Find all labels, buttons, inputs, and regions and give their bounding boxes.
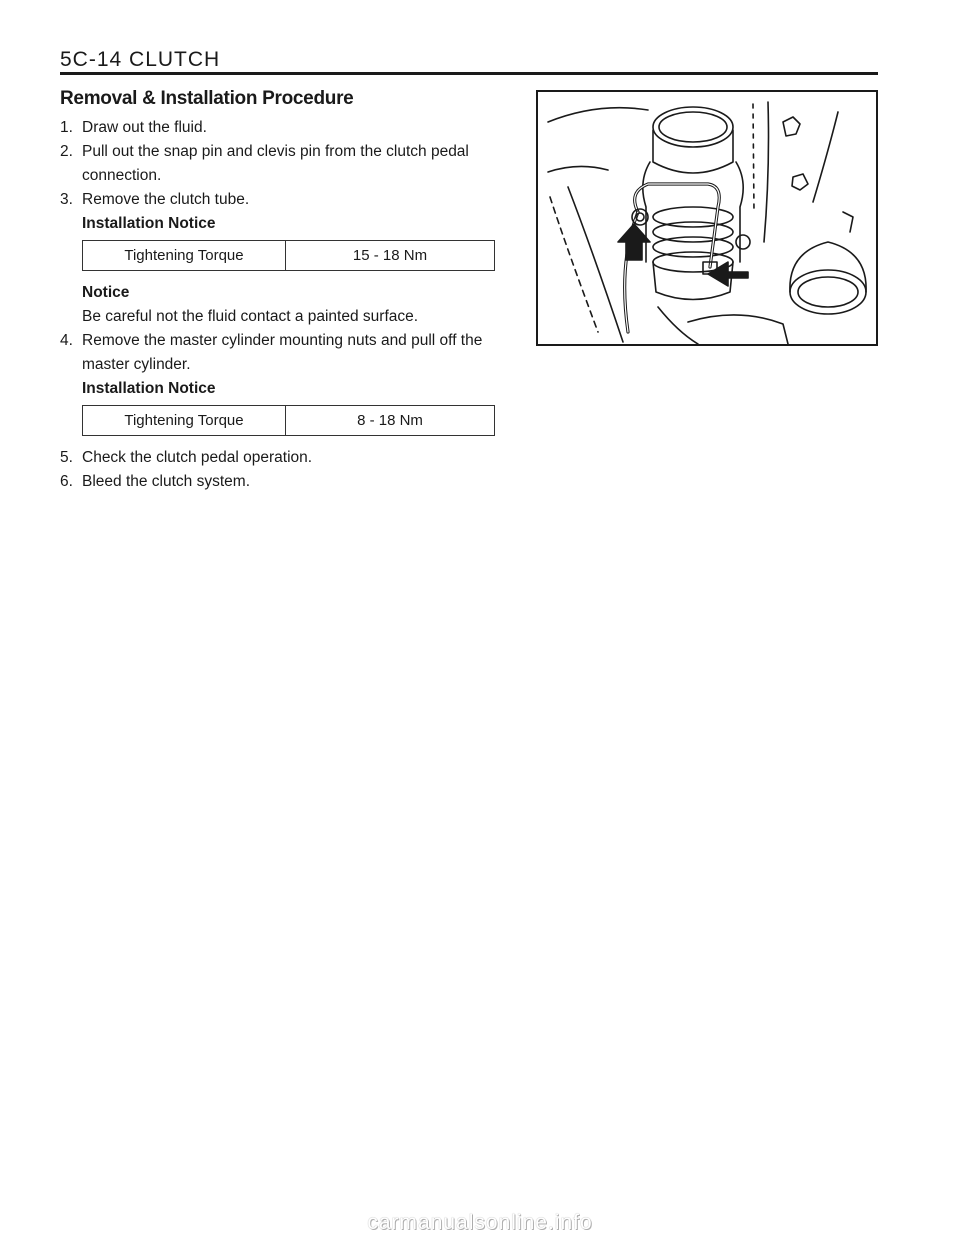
step-text: Pull out the snap pin and clevis pin from the clutch pedal	[82, 143, 469, 160]
spec-value-cell: 15 - 18 Nm	[352, 247, 428, 264]
step-number: 3.	[60, 191, 73, 208]
step-number: 1.	[60, 119, 73, 136]
step-number: 4.	[60, 332, 73, 349]
installation-notice-label: Installation Notice	[82, 380, 216, 397]
line-drawing	[538, 92, 876, 344]
installation-notice-label: Installation Notice	[82, 215, 216, 232]
torque-spec-table	[82, 405, 495, 436]
page-header-title: 5C-14 CLUTCH	[60, 48, 221, 71]
spec-value-cell: 8 - 18 Nm	[357, 412, 423, 429]
step-number: 5.	[60, 449, 73, 466]
step-text: Check the clutch pedal operation.	[82, 449, 313, 466]
spec-name-cell: Tightening Torque	[83, 241, 286, 270]
step-5	[60, 446, 500, 470]
notice-text: Be careful not the fluid contact a painted surface.	[82, 308, 419, 325]
step-text-continued: connection.	[82, 167, 162, 184]
watermark-text: carmanualsonline.info	[367, 1211, 593, 1234]
header-rule	[60, 72, 878, 75]
step-1	[60, 116, 500, 140]
step-text: Remove the master cylinder mounting nuts and pull off the	[82, 332, 483, 349]
step-3	[60, 188, 500, 212]
step-2	[60, 140, 500, 188]
step-number: 6.	[60, 473, 73, 490]
torque-spec-table	[82, 240, 495, 271]
step-text: Bleed the clutch system.	[82, 473, 250, 490]
step-text: Draw out the fluid.	[82, 119, 207, 136]
step-text: Remove the clutch tube.	[82, 191, 250, 208]
spec-name-cell: Tightening Torque	[83, 406, 286, 435]
step-text-continued: master cylinder.	[82, 356, 191, 373]
master-cylinder-illustration	[536, 90, 878, 346]
step-4	[60, 329, 500, 377]
procedure-content	[60, 116, 500, 494]
step-6	[60, 470, 500, 494]
section-title: Removal & Installation Procedure	[60, 88, 354, 109]
notice-label: Notice	[82, 284, 130, 301]
step-number: 2.	[60, 143, 73, 160]
